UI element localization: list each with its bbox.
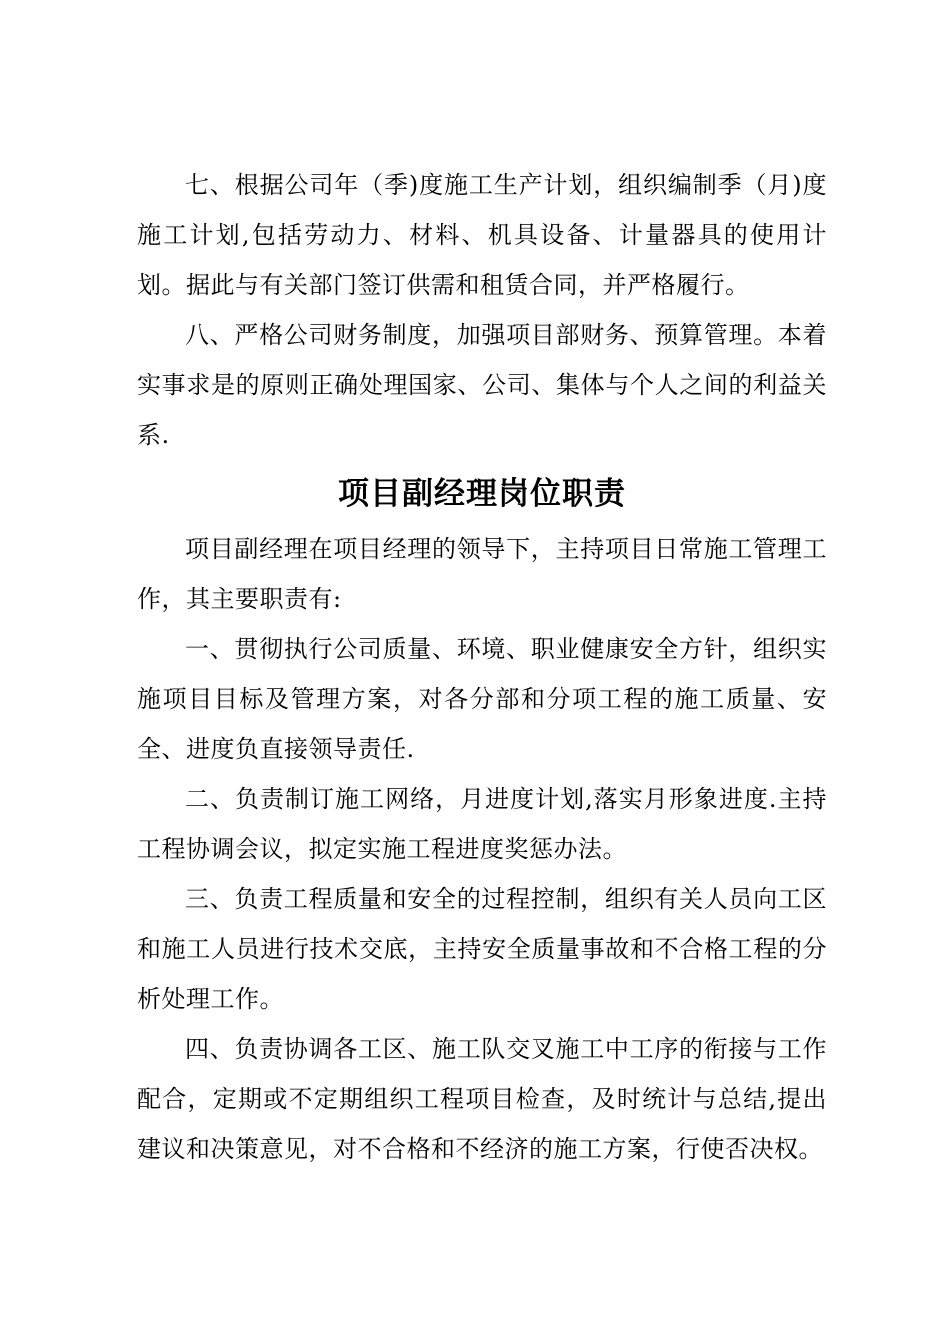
paragraph-duty-1: 一、贯彻执行公司质量、环境、职业健康安全方针，组织实施项目目标及管理方案，对各分部和分项工程的施工质量、安全、进度负直接领导责任.	[137, 635, 827, 763]
paragraph-intro: 项目副经理在项目经理的领导下，主持项目日常施工管理工作，其主要职责有:	[137, 535, 827, 613]
paragraph-duty-2: 二、负责制订施工网络，月进度计划,落实月形象进度.主持工程协调会议，拟定实施工程进度奖惩办法。	[137, 785, 827, 863]
paragraph-duty-3: 三、负责工程质量和安全的过程控制，组织有关人员向工区和施工人员进行技术交底，主持安全质量事故和不合格工程的分析处理工作。	[137, 885, 827, 1013]
paragraph-item-7: 七、根据公司年（季)度施工生产计划，组织编制季（月)度施工计划,包括劳动力、材料、机具设备、计量器具的使用计划。据此与有关部门签订供需和租赁合同，并严格履行。	[137, 171, 827, 299]
paragraph-item-8: 八、严格公司财务制度，加强项目部财务、预算管理。本着实事求是的原则正确处理国家、公司、集体与个人之间的利益关系.	[137, 321, 827, 449]
section-title: 项目副经理岗位职责	[338, 476, 626, 512]
paragraph-duty-4: 四、负责协调各工区、施工队交叉施工中工序的衔接与工作配合，定期或不定期组织工程项目检查，及时统计与总结,提出建议和决策意见，对不合格和不经济的施工方案，行使否决权。	[137, 1035, 827, 1163]
document-body	[137, 160, 827, 1174]
